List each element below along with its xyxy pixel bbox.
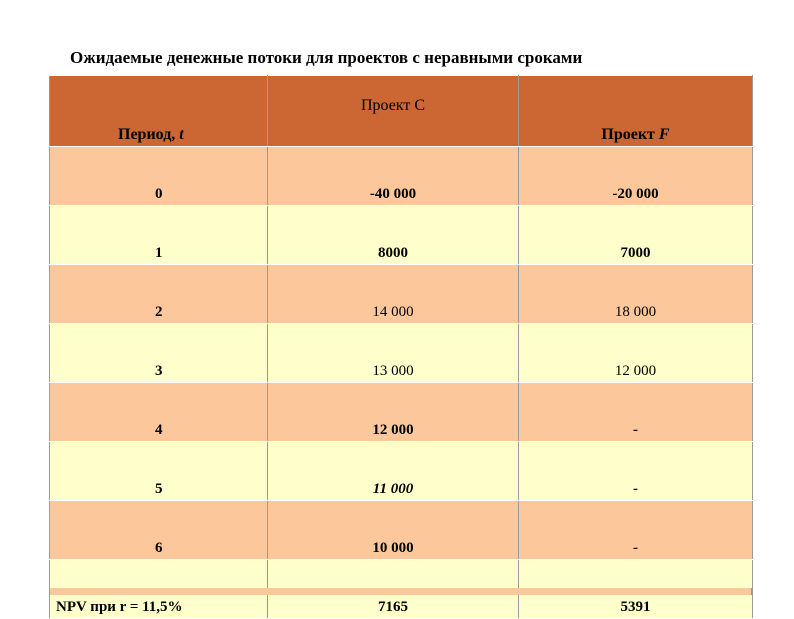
cell-period: 2 — [50, 265, 268, 324]
page-title: Ожидаемые денежные потоки для проектов с неравными сроками — [70, 48, 583, 67]
cell-project-f: - — [519, 442, 753, 501]
table-row — [50, 383, 753, 442]
table-row — [50, 265, 753, 324]
cell-period: 6 — [50, 501, 268, 560]
header-project-f-var: F — [658, 126, 670, 143]
cell-period: 1 — [50, 206, 268, 265]
header-period-text: Период, — [118, 126, 180, 143]
table-continuation — [49, 588, 752, 595]
cell-project-f: 12 000 — [519, 324, 753, 383]
cell-project-c: -40 000 — [268, 147, 519, 206]
cell-period: 0 — [50, 147, 268, 206]
cell-project-f: -20 000 — [519, 147, 753, 206]
npv-label: NPV при r = 11,5% — [50, 560, 268, 619]
cell-project-c: 11 000 — [268, 442, 519, 501]
cell-project-c: 14 000 — [268, 265, 519, 324]
cell-period: 5 — [50, 442, 268, 501]
cell-project-f: - — [519, 501, 753, 560]
cell-period: 3 — [50, 324, 268, 383]
table-header-row — [50, 76, 753, 147]
cell-project-c: 12 000 — [268, 383, 519, 442]
cell-project-f: 18 000 — [519, 265, 753, 324]
table-row — [50, 501, 753, 560]
table-row — [50, 324, 753, 383]
cell-project-c: 13 000 — [268, 324, 519, 383]
cell-project-f: - — [519, 383, 753, 442]
table-row — [50, 147, 753, 206]
table-row — [50, 206, 753, 265]
header-period-var: t — [179, 126, 184, 143]
header-period — [50, 76, 268, 147]
header-project-f-text: Проект — [601, 126, 659, 143]
header-project-c: Проект С — [268, 76, 519, 147]
cell-period: 4 — [50, 383, 268, 442]
cell-project-c: 10 000 — [268, 501, 519, 560]
table-row — [50, 442, 753, 501]
cell-project-c: 8000 — [268, 206, 519, 265]
header-project-f — [519, 76, 753, 147]
cell-project-f: 7000 — [519, 206, 753, 265]
cash-flow-table — [49, 75, 753, 619]
npv-project-f: 5391 — [519, 560, 753, 619]
npv-project-c: 7165 — [268, 560, 519, 619]
